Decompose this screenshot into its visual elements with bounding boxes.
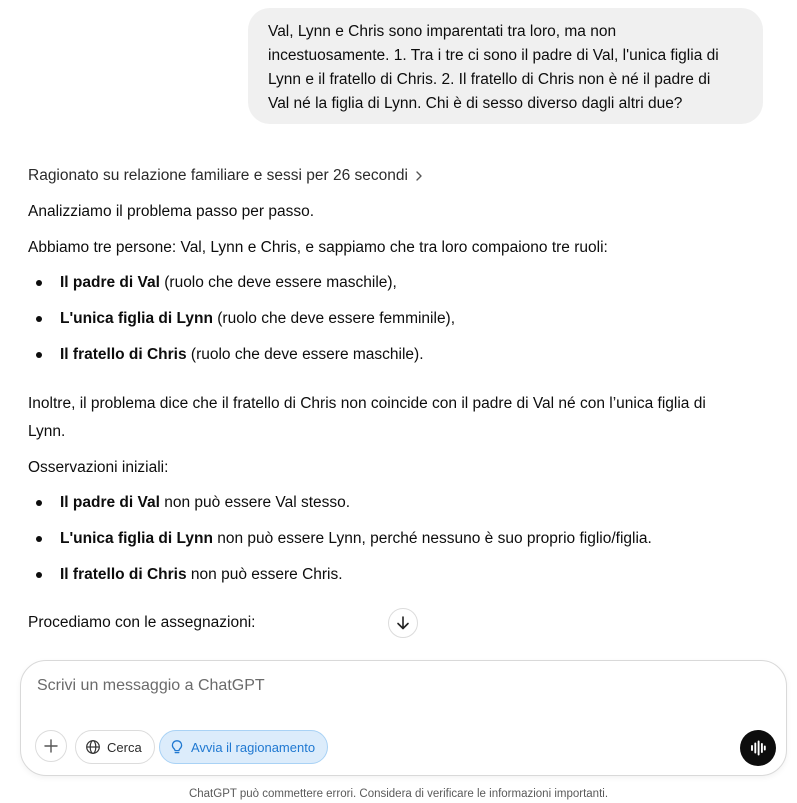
bullet-dot xyxy=(36,316,42,322)
list-item xyxy=(60,527,652,551)
bullet-dot xyxy=(36,352,42,358)
chevron-right-icon xyxy=(412,169,426,183)
voice-waveform-icon xyxy=(749,739,767,757)
plus-icon xyxy=(43,738,59,754)
response-clue-line: Inoltre, il problema dice che il fratello di Chris non coincide con il padre di Val né con l’unica figlia di xyxy=(28,395,706,412)
list-item-text: non può essere Val stesso. xyxy=(159,494,351,511)
list-item xyxy=(60,563,343,587)
user-message-line: incestuosamente. 1. Tra i tre ci sono il padre di Val, l'unica figlia di xyxy=(268,47,719,64)
list-item-text: non può essere Lynn, perché nessuno è suo proprio figlio/figlia. xyxy=(212,530,652,547)
user-message-bubble xyxy=(248,8,763,124)
list-item-bold: Il padre di Val xyxy=(60,274,160,291)
user-message-line: Val né la figlia di Lynn. Chi è di sesso diverso dagli altri due? xyxy=(268,95,683,112)
scroll-to-bottom-button[interactable] xyxy=(388,608,418,638)
bullet-dot xyxy=(36,572,42,578)
bullet-dot xyxy=(36,536,42,542)
list-item-bold: L'unica figlia di Lynn xyxy=(60,310,213,327)
list-item-text: (ruolo che deve essere maschile), xyxy=(159,274,397,291)
arrow-down-icon xyxy=(395,615,411,631)
response-roles-intro: Abbiamo tre persone: Val, Lynn e Chris, e sappiamo che tra loro compaiono tre ruoli: xyxy=(28,239,608,256)
list-item xyxy=(60,271,397,295)
list-item-bold: Il fratello di Chris xyxy=(60,566,187,583)
search-button[interactable] xyxy=(75,730,155,764)
list-item xyxy=(60,343,424,367)
disclaimer-footer: ChatGPT può commettere errori. Considera di verificare le informazioni importanti. xyxy=(188,788,609,800)
observations-title: Osservazioni iniziali: xyxy=(28,459,169,476)
reason-button[interactable] xyxy=(159,730,328,764)
list-item-bold: Il fratello di Chris xyxy=(60,346,187,363)
voice-mode-button[interactable] xyxy=(740,730,776,766)
search-button-label: Cerca xyxy=(107,739,142,755)
lightbulb-icon xyxy=(169,739,185,755)
attach-button[interactable] xyxy=(35,730,67,762)
list-item-text: (ruolo che deve essere maschile). xyxy=(186,346,424,363)
reasoning-summary-label: Ragionato su relazione familiare e sessi per 26 secondi xyxy=(28,167,408,184)
user-message-line: Val, Lynn e Chris sono imparentati tra loro, ma non xyxy=(268,23,617,40)
response-next-step: Procediamo con le assegnazioni: xyxy=(28,614,256,631)
response-clue-line: Lynn. xyxy=(28,423,66,440)
bullet-dot xyxy=(36,500,42,506)
list-item xyxy=(60,307,455,331)
list-item-text: (ruolo che deve essere femminile), xyxy=(212,310,456,327)
list-item-text: non può essere Chris. xyxy=(186,566,343,583)
list-item-bold: Il padre di Val xyxy=(60,494,160,511)
reason-button-label: Avvia il ragionamento xyxy=(191,739,316,755)
reasoning-summary-toggle[interactable] xyxy=(28,167,426,185)
bullet-dot xyxy=(36,280,42,286)
list-item xyxy=(60,491,350,515)
message-composer xyxy=(20,660,787,776)
list-item-bold: L'unica figlia di Lynn xyxy=(60,530,213,547)
user-message-line: Lynn e il fratello di Chris. 2. Il fratello di Chris non è né il padre di xyxy=(268,71,711,88)
message-input[interactable]: Scrivi un messaggio a ChatGPT xyxy=(37,677,265,694)
globe-icon xyxy=(85,739,101,755)
response-intro: Analizziamo il problema passo per passo. xyxy=(28,203,315,220)
